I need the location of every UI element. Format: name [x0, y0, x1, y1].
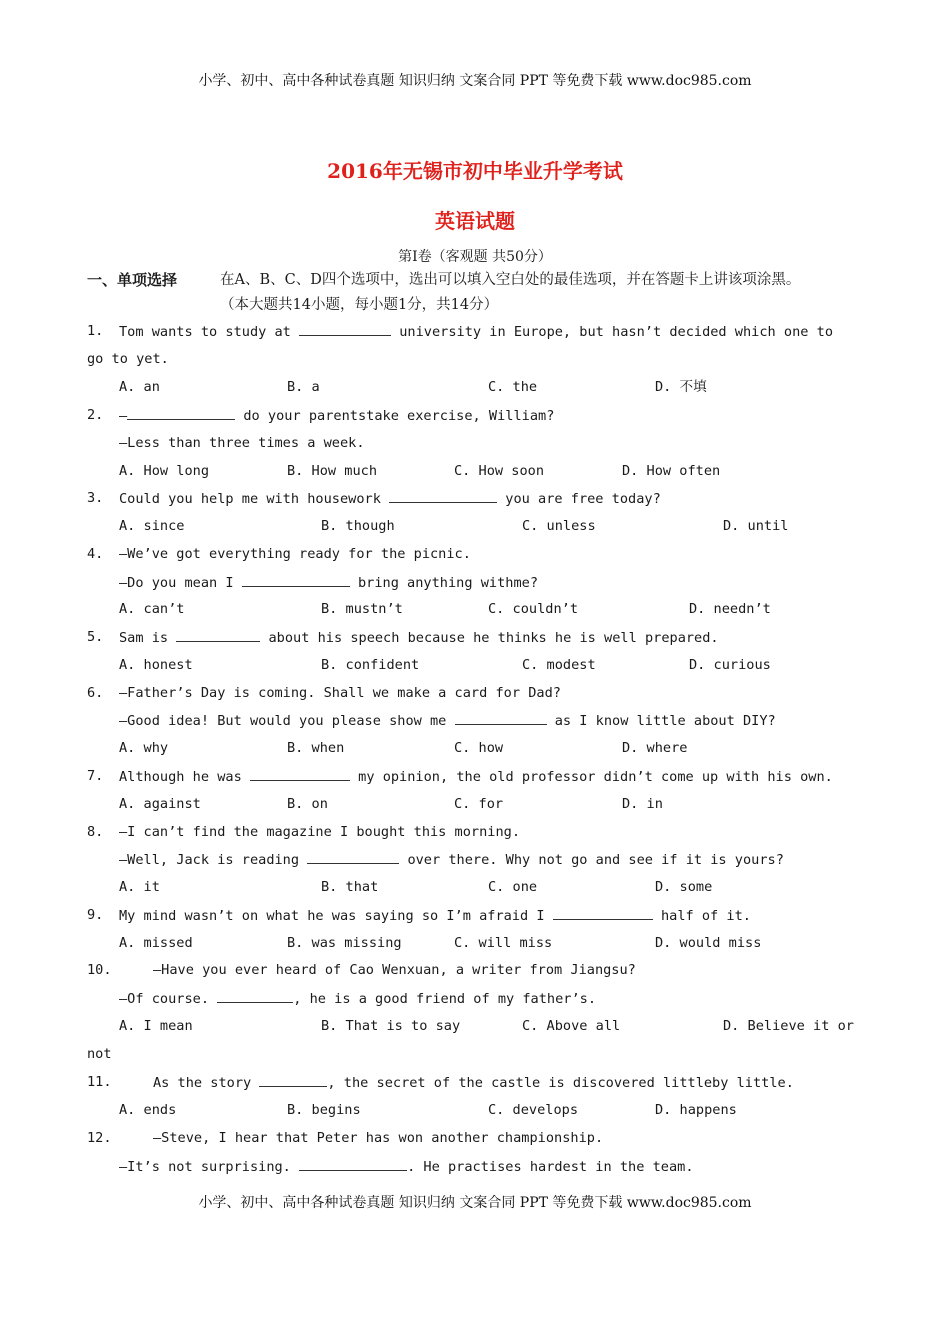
option-d: D. needn’t: [689, 601, 771, 617]
option-d: D. would miss: [655, 935, 762, 951]
option-b: B. confident: [321, 657, 420, 673]
answer-blank: [389, 489, 497, 503]
option-a: A. since: [119, 518, 185, 534]
question-stem: [119, 906, 751, 925]
option-d: D. happens: [655, 1102, 737, 1118]
question-number: 1.: [87, 323, 104, 339]
exam-title: 2016年无锡市初中毕业升学考试: [327, 159, 623, 183]
option-a: A. missed: [119, 935, 193, 951]
stem-part: about his speech because he thinks he is well prepared.: [268, 630, 719, 646]
stem-part: university in Europe, but hasn’t decided which one to: [399, 324, 834, 340]
option-d: D. How often: [622, 463, 721, 479]
option-c: C. modest: [522, 657, 596, 673]
option-d-wrap: not: [87, 1046, 112, 1062]
option-b: B. was missing: [287, 935, 402, 951]
option-c: C. one: [488, 879, 538, 895]
stem-part: —It’s not surprising.: [119, 1159, 291, 1175]
stem-part: —: [119, 408, 128, 424]
option-c: C. couldn’t: [488, 601, 579, 617]
answer-blank: [455, 711, 547, 725]
answer-blank: [217, 989, 293, 1003]
stem-part: Sam is: [119, 630, 169, 646]
stem-part: . He practises hardest in the team.: [407, 1159, 694, 1175]
stem-part: as I know little about DIY?: [554, 713, 776, 729]
stem-part: do your parentstake exercise, William?: [243, 408, 555, 424]
question-number: 11.: [87, 1074, 112, 1090]
option-d: D. where: [622, 740, 688, 756]
option-b: B. on: [287, 796, 328, 812]
answer-blank: [307, 850, 399, 864]
answer-line: [119, 1157, 694, 1176]
stem-part: —Of course.: [119, 991, 210, 1007]
option-c: C. will miss: [454, 935, 553, 951]
option-c: C. develops: [488, 1102, 579, 1118]
stem-part: —Well, Jack is reading: [119, 852, 300, 868]
option-c: C. Above all: [522, 1018, 621, 1034]
option-a: A. How long: [119, 463, 210, 479]
stem-part: Although he was: [119, 769, 242, 785]
answer-blank: [242, 573, 350, 587]
question-stem: [119, 767, 833, 786]
answer-blank: [176, 628, 260, 642]
answer-line: [119, 573, 538, 592]
question-number: 3.: [87, 490, 104, 506]
section-note: （本大题共14小题，每小题1分，共14分）: [220, 297, 499, 313]
option-d: D. 不填: [655, 379, 707, 395]
option-a: A. it: [119, 879, 160, 895]
option-d: D. in: [622, 796, 663, 812]
option-b: B. begins: [287, 1102, 361, 1118]
question-stem: [119, 628, 719, 647]
question-stem: —Steve, I hear that Peter has won another championship.: [153, 1130, 604, 1146]
option-b: B. mustn’t: [321, 601, 403, 617]
option-c: C. for: [454, 796, 504, 812]
question-number: 10.: [87, 962, 112, 978]
option-a: A. can’t: [119, 601, 185, 617]
stem-part: As the story: [153, 1075, 252, 1091]
question-stem: [119, 406, 554, 425]
answer-blank: [250, 767, 350, 781]
answer-blank: [299, 322, 391, 336]
stem-part: you are free today?: [505, 491, 661, 507]
stem-part: over there. Why not go and see if it is yours?: [407, 852, 784, 868]
question-stem: [119, 322, 833, 341]
question-stem: —Have you ever heard of Cao Wenxuan, a writer from Jiangsu?: [153, 962, 636, 978]
answer-line: [119, 989, 596, 1008]
stem-part: , he is a good friend of my father’s.: [293, 991, 597, 1007]
option-a: A. honest: [119, 657, 193, 673]
stem-part: Tom wants to study at: [119, 324, 291, 340]
option-c: C. how: [454, 740, 504, 756]
question-number: 4.: [87, 546, 104, 562]
stem-part: half of it.: [660, 908, 751, 924]
option-a: A. why: [119, 740, 169, 756]
question-stem: —We’ve got everything ready for the picnic.: [119, 546, 471, 562]
question-number: 12.: [87, 1130, 112, 1146]
stem-part: My mind wasn’t on what he was saying so I’m afraid I: [119, 908, 545, 924]
question-number: 7.: [87, 768, 104, 784]
answer-line: [119, 711, 776, 730]
option-b: B. a: [287, 379, 320, 395]
option-a: A. an: [119, 379, 160, 395]
option-b: B. That is to say: [321, 1018, 461, 1034]
option-b: B. though: [321, 518, 395, 534]
stem-continuation: go to yet.: [87, 351, 169, 367]
question-number: 5.: [87, 629, 104, 645]
answer-blank: [127, 406, 235, 420]
answer-line: [119, 850, 784, 869]
option-d: D. some: [655, 879, 713, 895]
question-stem: [153, 1073, 794, 1092]
section-name: 一、单项选择: [87, 271, 178, 289]
page-footer: 小学、初中、高中各种试卷真题 知识归纳 文案合同 PPT 等免费下载 www.doc985.com: [198, 1195, 752, 1211]
option-d: D. until: [723, 518, 789, 534]
question-stem: [119, 489, 661, 508]
option-b: B. How much: [287, 463, 378, 479]
volume-subtitle: 第Ⅰ卷（客观题 共50分）: [398, 249, 552, 265]
question-stem: —I can’t find the magazine I bought this morning.: [119, 824, 521, 840]
stem-part: , the secret of the castle is discovered littleby little.: [327, 1075, 794, 1091]
section-instruction: 在A、B、C、D四个选项中，选出可以填入空白处的最佳选项，并在答题卡上讲该项涂黑。: [220, 272, 801, 288]
question-number: 8.: [87, 824, 104, 840]
option-d: D. Believe it or: [723, 1018, 854, 1034]
option-d: D. curious: [689, 657, 771, 673]
question-number: 9.: [87, 907, 104, 923]
option-b: B. that: [321, 879, 379, 895]
option-c: C. How soon: [454, 463, 545, 479]
answer-blank: [553, 906, 653, 920]
option-a: A. I mean: [119, 1018, 193, 1034]
option-b: B. when: [287, 740, 345, 756]
stem-part: bring anything withme?: [357, 575, 539, 591]
question-number: 2.: [87, 407, 104, 423]
answer-line: —Less than three times a week.: [119, 435, 365, 451]
stem-part: —Good idea! But would you please show me: [119, 713, 447, 729]
option-c: C. the: [488, 379, 538, 395]
stem-part: —Do you mean I: [119, 575, 234, 591]
option-a: A. against: [119, 796, 201, 812]
option-c: C. unless: [522, 518, 596, 534]
answer-blank: [299, 1157, 407, 1171]
stem-part: my opinion, the old professor didn’t come up with his own.: [358, 769, 833, 785]
stem-part: Could you help me with housework: [119, 491, 381, 507]
option-a: A. ends: [119, 1102, 177, 1118]
question-number: 6.: [87, 685, 104, 701]
question-stem: —Father’s Day is coming. Shall we make a card for Dad?: [119, 685, 561, 701]
subject-title: 英语试题: [435, 209, 515, 233]
page-header: 小学、初中、高中各种试卷真题 知识归纳 文案合同 PPT 等免费下载 www.doc985.com: [198, 73, 752, 89]
answer-blank: [259, 1073, 327, 1087]
